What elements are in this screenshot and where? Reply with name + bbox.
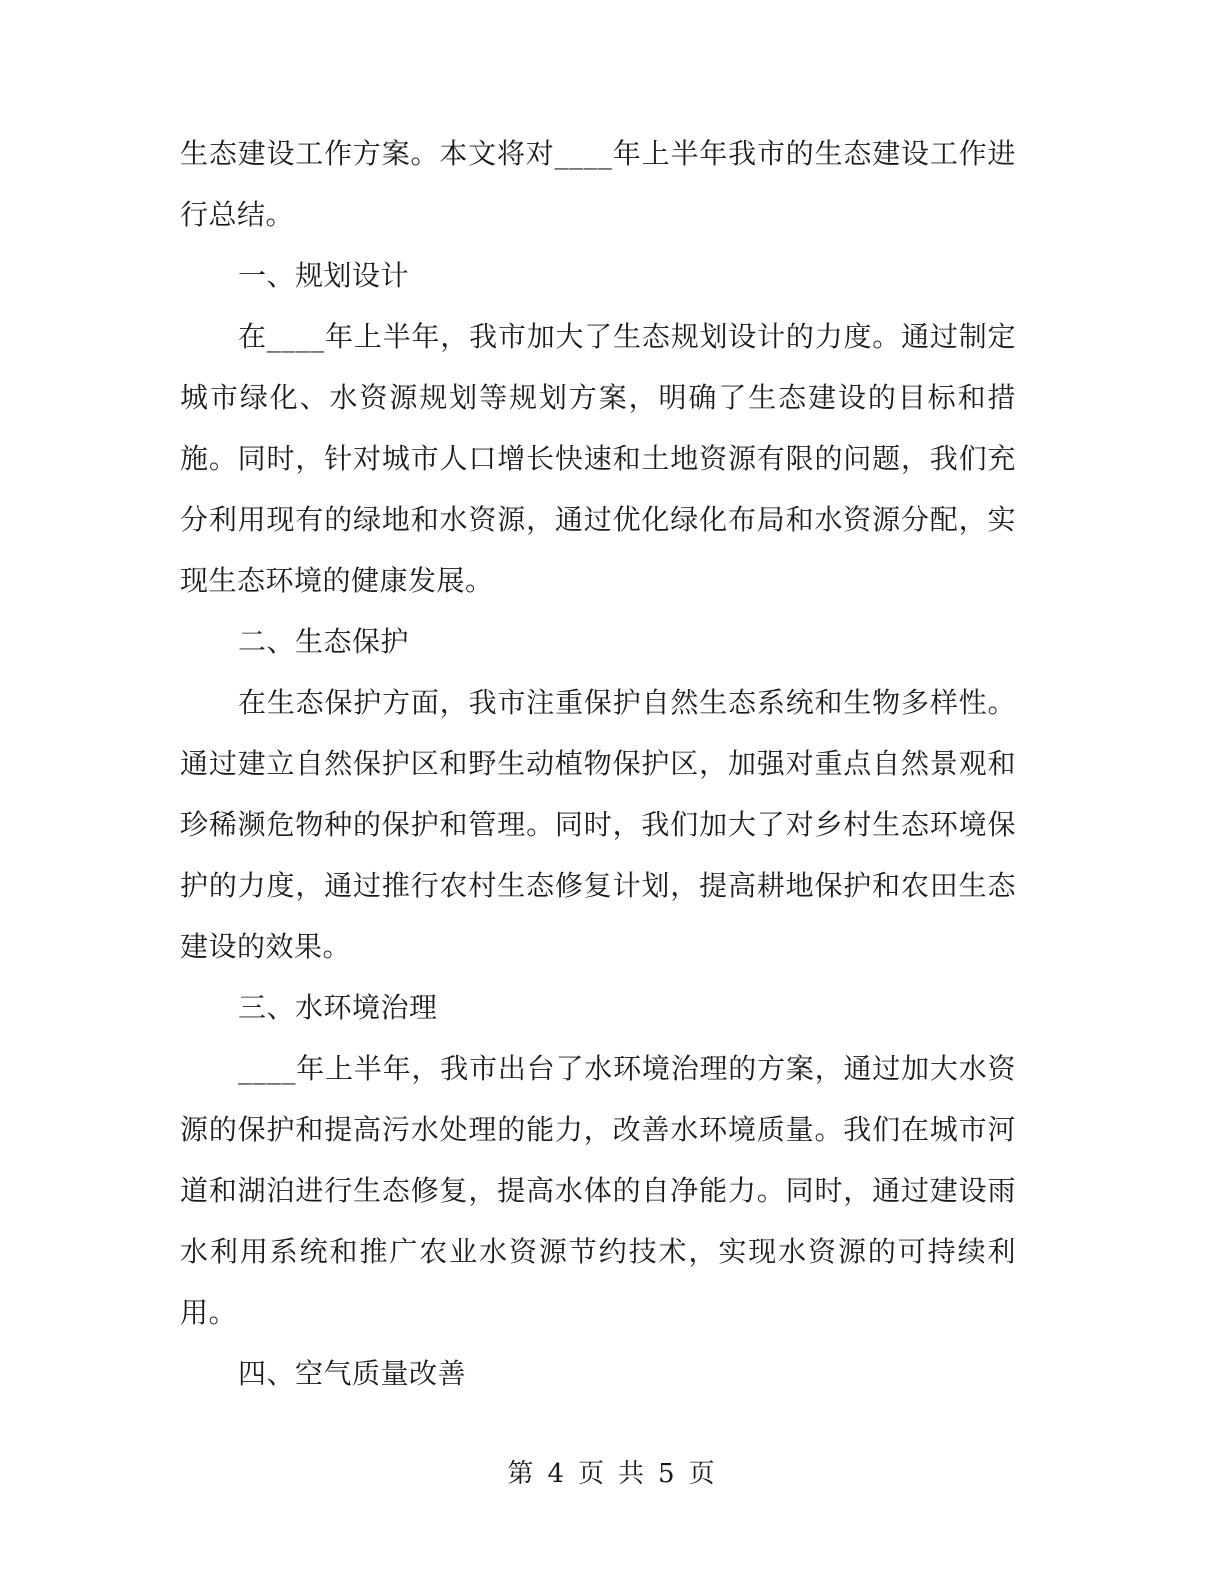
paragraph-water-governance: ____年上半年，我市出台了水环境治理的方案，通过加大水资源的保护和提高污水处理的能力，改善水环境质量。我们在城市河道和湖泊进行生态修复，提高水体的自净能力。同时，通过建设雨水利用系统和推广农业水资源节约技术，实现水资源的可持续利用。 — [180, 1052, 1016, 1329]
paragraph-ecological-protection: 在生态保护方面，我市注重保护自然生态系统和生物多样性。通过建立自然保护区和野生动植物保护区，加强对重点自然景观和珍稀濒危物种的保护和管理。同时，我们加大了对乡村生态环境保护的力度，通过推行农村生态修复计划，提高耕地保护和农田生态建设的效果。 — [180, 686, 1016, 963]
footer-total-prefix: 共 — [618, 1459, 647, 1489]
footer-total-pages: 5 — [658, 1459, 677, 1489]
section-heading-planning: 一、规划设计 — [238, 259, 410, 292]
footer-total-suffix: 页 — [688, 1459, 717, 1489]
footer-current-page: 4 — [547, 1459, 566, 1489]
footer-page-word: 页 — [577, 1459, 606, 1489]
footer-prefix: 第 — [507, 1459, 536, 1489]
page-number-footer — [0, 1456, 1224, 1492]
paragraph-intro-continued: 生态建设工作方案。本文将对____年上半年我市的生态建设工作进行总结。 — [180, 137, 1016, 231]
section-heading-air-quality: 四、空气质量改善 — [238, 1357, 467, 1390]
section-heading-water-governance: 三、水环境治理 — [238, 991, 438, 1024]
paragraph-planning: 在____年上半年，我市加大了生态规划设计的力度。通过制定城市绿化、水资源规划等规划方案，明确了生态建设的目标和措施。同时，针对城市人口增长快速和土地资源有限的问题，我们充分利用现有的绿地和水资源，通过优化绿化布局和水资源分配，实现生态环境的健康发展。 — [180, 320, 1016, 597]
section-heading-ecological-protection: 二、生态保护 — [238, 625, 410, 658]
document-body — [180, 123, 1016, 1404]
